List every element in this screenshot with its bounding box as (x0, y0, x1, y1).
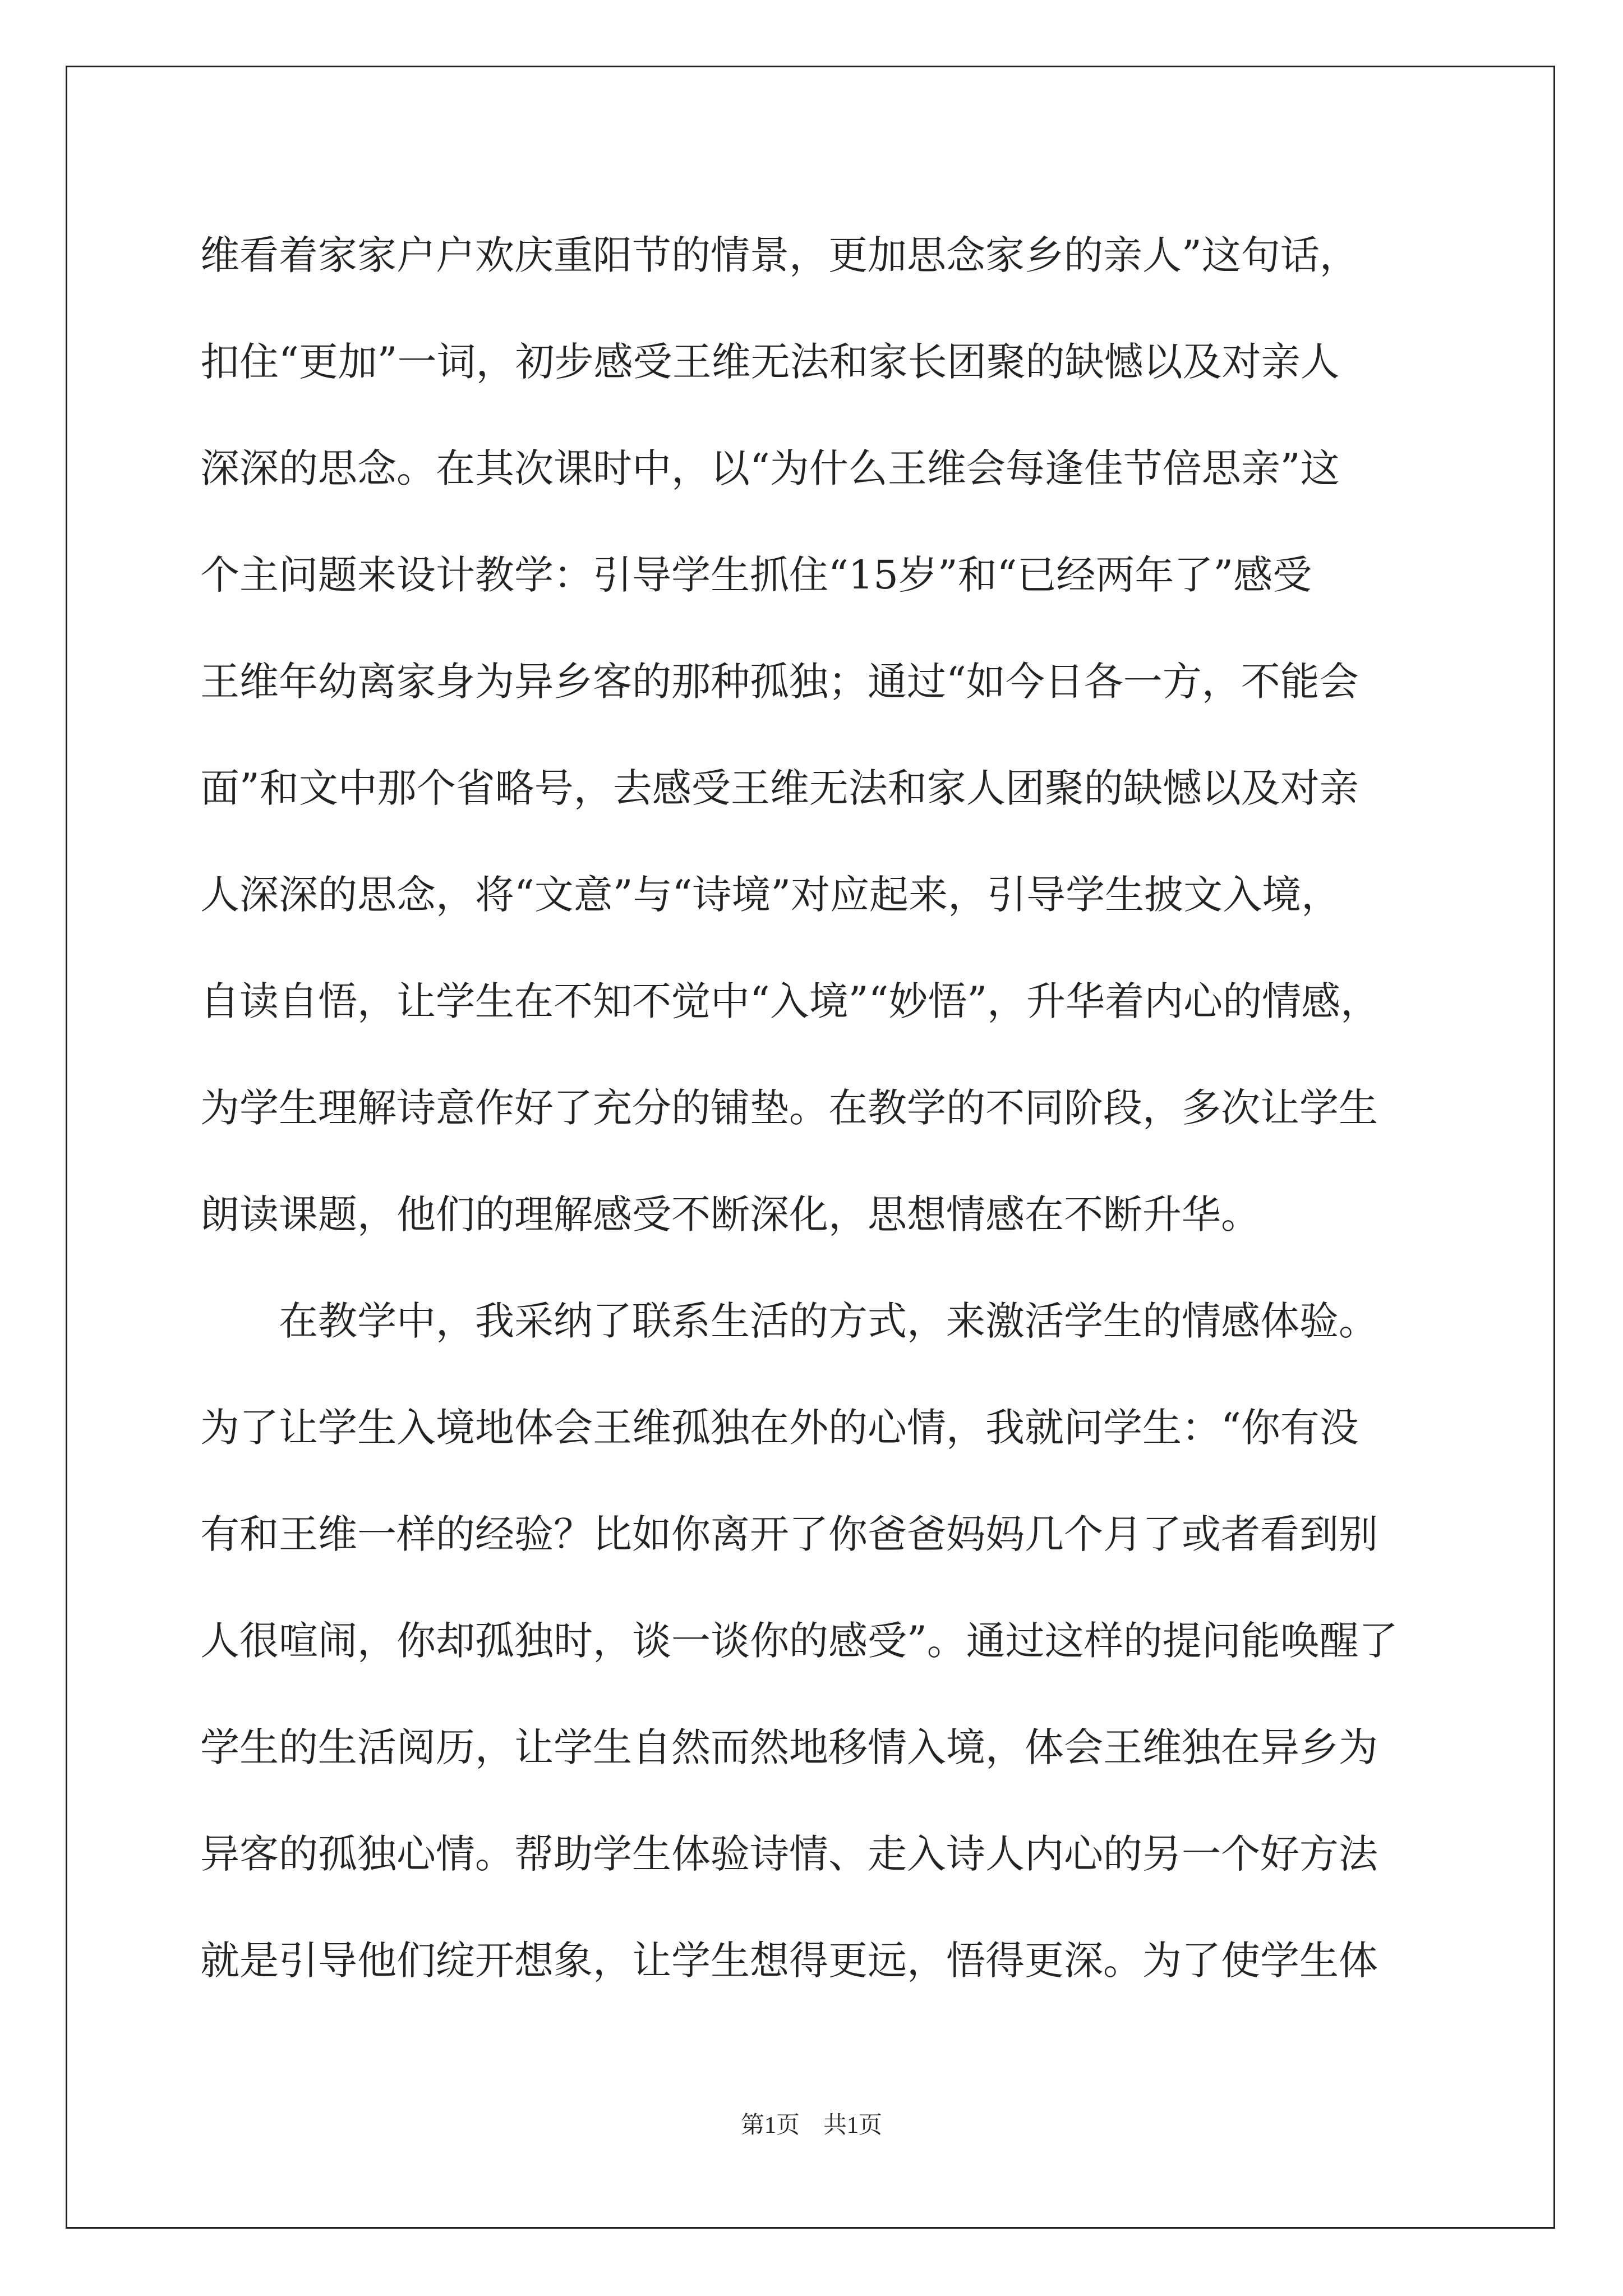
text-line: 扣住“更加”一词，初步感受王维无法和家长团聚的缺憾以及对亲人 (200, 339, 1340, 385)
text-line: 王维年幼离家身为异乡客的那种孤独；通过“如今日各一方，不能会 (200, 659, 1359, 705)
text-line: 面”和文中那个省略号，去感受王维无法和家人团聚的缺憾以及对亲 (200, 765, 1359, 811)
page-number-footer: 第1页 共1页 (740, 2113, 882, 2138)
text-line: 个主问题来设计教学：引导学生抓住“15岁”和“已经两年了”感受 (200, 552, 1312, 598)
text-line: 学生的生活阅历，让学生自然而然地移情入境，体会王维独在异乡为 (200, 1724, 1378, 1770)
paragraph-start-line: 在教学中，我采纳了联系生活的方式，来激活学生的情感体验。 (279, 1298, 1378, 1344)
text-line: 为学生理解诗意作好了充分的铺垫。在教学的不同阶段，多次让学生 (200, 1085, 1378, 1131)
text-line: 人很喧闹，你却孤独时，谈一谈你的感受”。通过这样的提问能唤醒了 (200, 1618, 1398, 1664)
text-line: 维看着家家户户欢庆重阳节的情景，更加思念家乡的亲人”这句话， (200, 232, 1359, 278)
text-line: 为了让学生入境地体会王维孤独在外的心情，我就问学生：“你有没 (200, 1405, 1359, 1451)
text-line: 深深的思念。在其次课时中，以“为什么王维会每逢佳节倍思亲”这 (200, 445, 1340, 491)
text-line: 朗读课题，他们的理解感受不断深化，思想情感在不断升华。 (200, 1191, 1260, 1237)
text-line: 异客的孤独心情。帮助学生体验诗情、走入诗人内心的另一个好方法 (200, 1831, 1378, 1877)
text-line: 有和王维一样的经验？比如你离开了你爸爸妈妈几个月了或者看到别 (200, 1511, 1378, 1557)
document-body (200, 202, 1434, 2014)
text-line: 就是引导他们绽开想象，让学生想得更远，悟得更深。为了使学生体 (200, 1938, 1378, 1984)
text-line: 人深深的思念，将“文意”与“诗境”对应起来，引导学生披文入境， (200, 872, 1341, 918)
text-line: 自读自悟，让学生在不知不觉中“入境”“妙悟”，升华着内心的情感， (200, 978, 1380, 1024)
